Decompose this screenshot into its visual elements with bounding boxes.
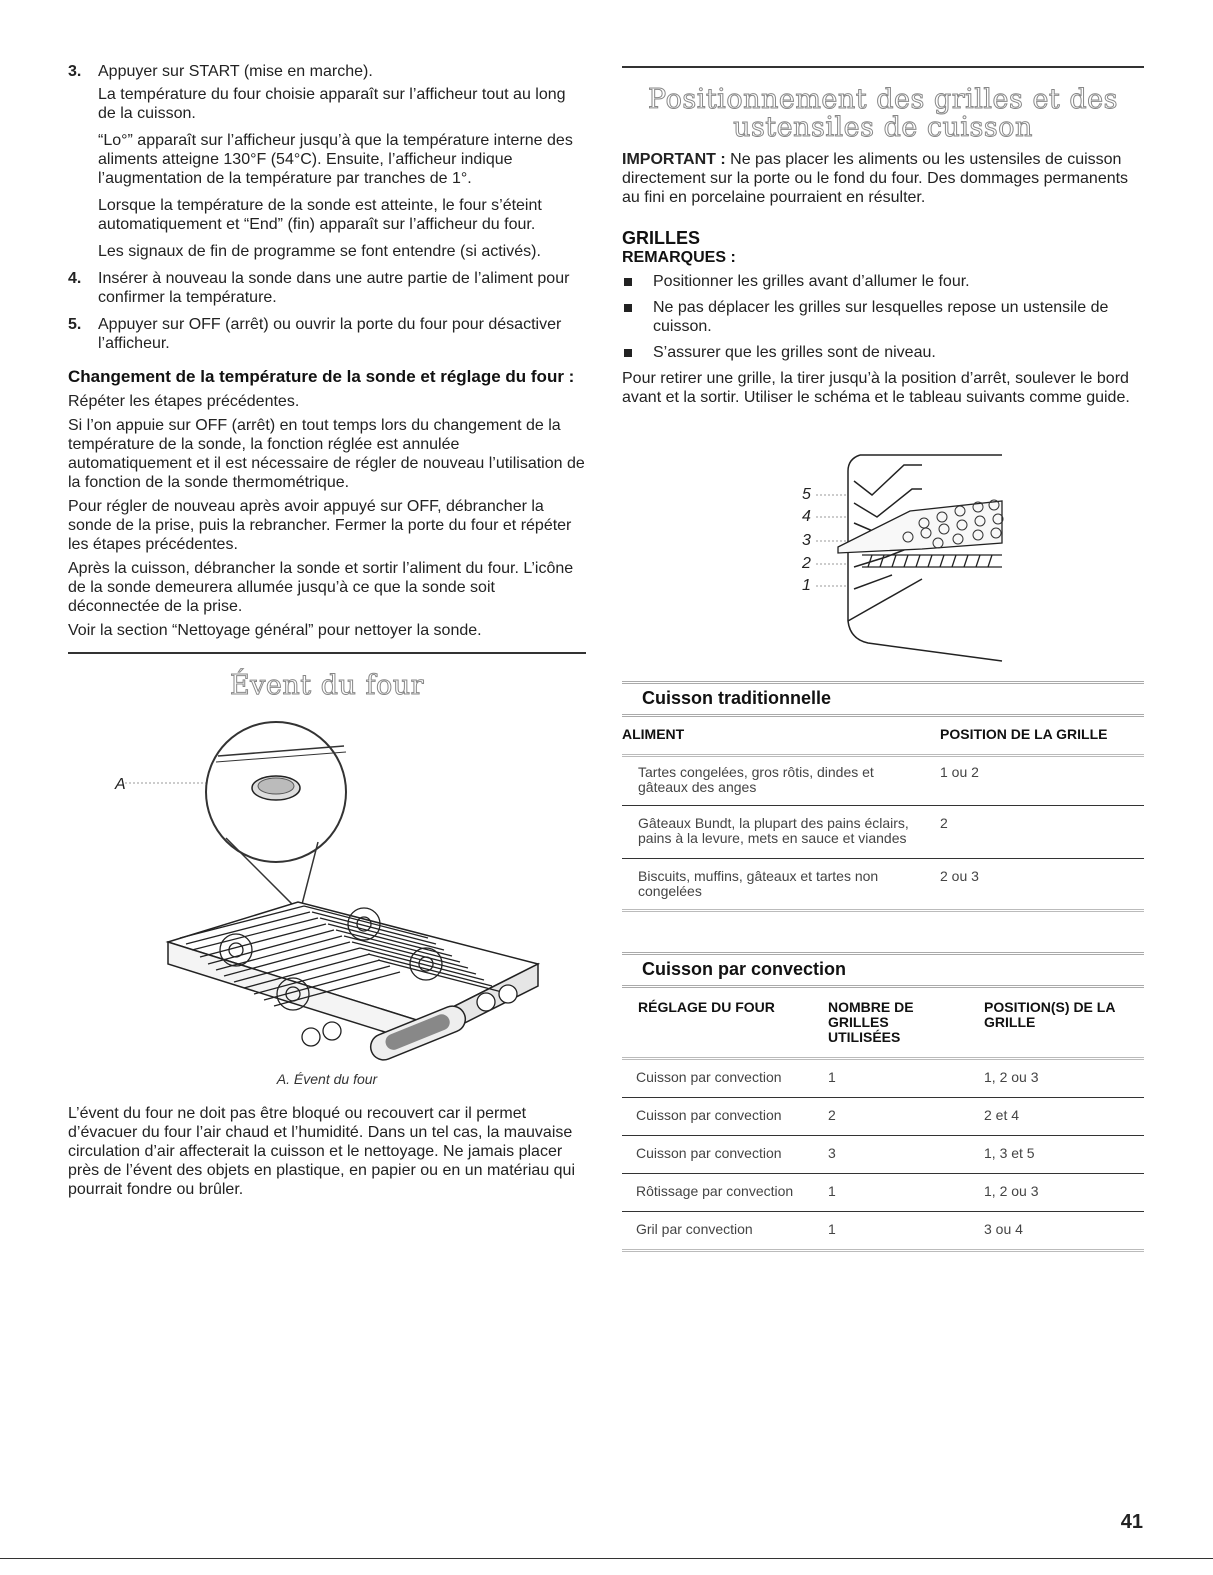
step-4 <box>68 269 586 307</box>
step-number: 5. <box>68 316 82 333</box>
remarques-list <box>622 272 1144 362</box>
list-item: Positionner les grilles avant d’allumer le four. <box>622 272 1144 291</box>
table-cell: 2 ou 3 <box>940 868 979 884</box>
column-header: NOMBRE DE GRILLES UTILISÉES <box>828 999 914 1045</box>
column-header: RÉGLAGE DU FOUR <box>638 999 775 1015</box>
table-cell: 2 <box>940 806 1144 859</box>
section-divider <box>622 66 1144 68</box>
page-number: 41 <box>1120 1511 1143 1533</box>
right-column <box>622 66 1144 1252</box>
table-row <box>622 1212 1144 1250</box>
table-cell: 1, 2 ou 3 <box>984 1174 1144 1212</box>
rack-label-3: 3 <box>802 532 811 549</box>
event-paragraph: L’évent du four ne doit pas être bloqué ou recouvert car il permet d’évacuer du four l’air chaud et l’humidité. Dans un tel cas, la mauvaise circulation d’air affecterait la cuisson et le nettoyage. Ne jamais placer près de l’évent des objets en plastique, en papier ou en un matériau qui pourrait fondre ou brûler. <box>68 1105 576 1198</box>
remarques-heading: REMARQUES : <box>622 249 736 266</box>
table-row <box>622 1098 1144 1136</box>
step-text: Appuyer sur START (mise en marche). <box>98 63 373 80</box>
traditional-table <box>622 681 1144 912</box>
table-row <box>622 1174 1144 1212</box>
table-cell: 1 ou 2 <box>940 757 1144 806</box>
step-paragraph: La température du four choisie apparaît sur l’afficheur tout au long de la cuisson. <box>98 86 566 122</box>
table-cell: 1 <box>828 1221 836 1237</box>
rack-label-1: 1 <box>802 577 811 594</box>
table-cell: Gâteaux Bundt, la plupart des pains éclairs, pains à la levure, mets en sauce et viandes <box>622 806 940 859</box>
cooktop-illustration <box>68 702 586 1074</box>
table-cell: Cuisson par convection <box>622 1098 828 1136</box>
convection-table-grid <box>622 1000 1144 1249</box>
figure-caption: A. Évent du four <box>276 1071 378 1087</box>
table-cell: 1 <box>828 1060 984 1098</box>
convection-table <box>622 952 1144 1252</box>
step-number: 3. <box>68 63 82 80</box>
table-cell: Biscuits, muffins, gâteaux et tartes non congelées <box>638 868 879 899</box>
paragraph: Pour régler de nouveau après avoir appuyé sur OFF, débrancher la sonde de la prise, puis la rebrancher. Fermer la porte du four et répéter les étapes précédentes. <box>68 498 572 553</box>
rack-label-5: 5 <box>802 486 811 503</box>
step-text: Insérer à nouveau la sonde dans une autre partie de l’aliment pour confirmer la température. <box>98 270 570 306</box>
step-paragraph: Les signaux de fin de programme se font entendre (si activés). <box>98 243 541 260</box>
rack-label-2: 2 <box>802 555 811 572</box>
table-cell: 3 ou 4 <box>984 1221 1023 1237</box>
table-cell: Tartes congelées, gros rôtis, dindes et gâteaux des anges <box>622 757 940 806</box>
paragraph: Répéter les étapes précédentes. <box>68 393 300 410</box>
step-number: 4. <box>68 270 82 287</box>
important-note <box>622 150 1144 207</box>
table-bottom-rule <box>622 909 1144 912</box>
paragraph: Voir la section “Nettoyage général” pour nettoyer la sonde. <box>68 622 482 639</box>
grilles-heading: GRILLES <box>622 228 701 248</box>
step-3 <box>68 62 586 261</box>
table-cell: Cuisson par convection <box>622 1136 828 1174</box>
callout-a: A <box>115 776 126 793</box>
column-header: POSITION(S) DE LA GRILLE <box>984 999 1115 1030</box>
change-heading: Changement de la température de la sonde et réglage du four : <box>68 367 575 386</box>
table-cell: Rôtissage par convection <box>622 1174 828 1212</box>
table-title: Cuisson traditionnelle <box>622 681 1144 717</box>
step-paragraph: “Lo°” apparaît sur l’afficheur jusqu’à que la température interne des aliments atteigne 130°F (54°C). Ensuite, l’afficheur indique l’augmentation de la température par tranches de 1°. <box>98 132 573 187</box>
table-cell: 3 <box>828 1136 984 1174</box>
event-section-title: Évent du four <box>229 670 425 701</box>
retirer-paragraph: Pour retirer une grille, la tirer jusqu’à la position d’arrêt, soulever le bord avant et la sortir. Utiliser le schéma et le tableau suivants comme guide. <box>622 370 1130 406</box>
column-header: ALIMENT <box>622 726 685 742</box>
table-cell: 1, 3 et 5 <box>984 1136 1144 1174</box>
paragraph: Si l’on appuie sur OFF (arrêt) en tout temps lors du changement de la température de la sonde, la fonction réglée est annulée automatiquement et il est nécessaire de régler de nouveau l’utilisation de la fonction de la sonde thermométrique. <box>68 417 585 491</box>
column-header: POSITION DE LA GRILLE <box>940 726 1108 742</box>
grilles-section-title: Positionnement des grilles et des ustensiles de cuisson <box>648 84 1118 143</box>
table-bottom-rule <box>622 1249 1144 1252</box>
step-5 <box>68 315 586 353</box>
table-cell: Gril par convection <box>636 1221 753 1237</box>
table-cell: 2 <box>828 1098 984 1136</box>
table-cell: Cuisson par convection <box>622 1060 828 1098</box>
table-cell: 1, 2 ou 3 <box>984 1060 1144 1098</box>
table-title: Cuisson par convection <box>622 952 1144 988</box>
step-text: Appuyer sur OFF (arrêt) ou ouvrir la porte du four pour désactiver l’afficheur. <box>98 316 562 352</box>
oven-rack-drawing <box>622 425 1144 675</box>
table-row <box>622 1136 1144 1174</box>
page-bottom-rule <box>0 1558 1213 1559</box>
list-item: S’assurer que les grilles sont de niveau. <box>622 343 1144 362</box>
list-item: Ne pas déplacer les grilles sur lesquelles repose un ustensile de cuisson. <box>622 298 1144 336</box>
important-text: Ne pas placer les aliments ou les ustensiles de cuisson directement sur la porte ou le fond du four. Des dommages permanents au fini en porcelaine pourraient en résulter. <box>622 151 1129 206</box>
oven-rack-illustration <box>622 425 1144 675</box>
table-row <box>622 1060 1144 1098</box>
step-paragraph: Lorsque la température de la sonde est atteinte, le four s’éteint automatiquement et “End” (fin) apparaît sur l’afficheur du four. <box>98 197 542 233</box>
table-cell: 2 et 4 <box>984 1098 1144 1136</box>
cooktop-drawing <box>68 702 586 1074</box>
important-label: IMPORTANT : <box>622 151 726 168</box>
paragraph: Après la cuisson, débrancher la sonde et sortir l’aliment du four. L’icône de la sonde demeurera allumée jusqu’à ce que la sonde soit déconnectée de la prise. <box>68 560 574 615</box>
table-row <box>622 859 1144 910</box>
table-cell: 1 <box>828 1174 984 1212</box>
section-divider <box>68 652 586 654</box>
rack-label-4: 4 <box>802 508 811 525</box>
left-column <box>68 62 586 1204</box>
table-row <box>622 757 1144 806</box>
table-row <box>622 806 1144 859</box>
traditional-table-grid <box>622 727 1144 909</box>
